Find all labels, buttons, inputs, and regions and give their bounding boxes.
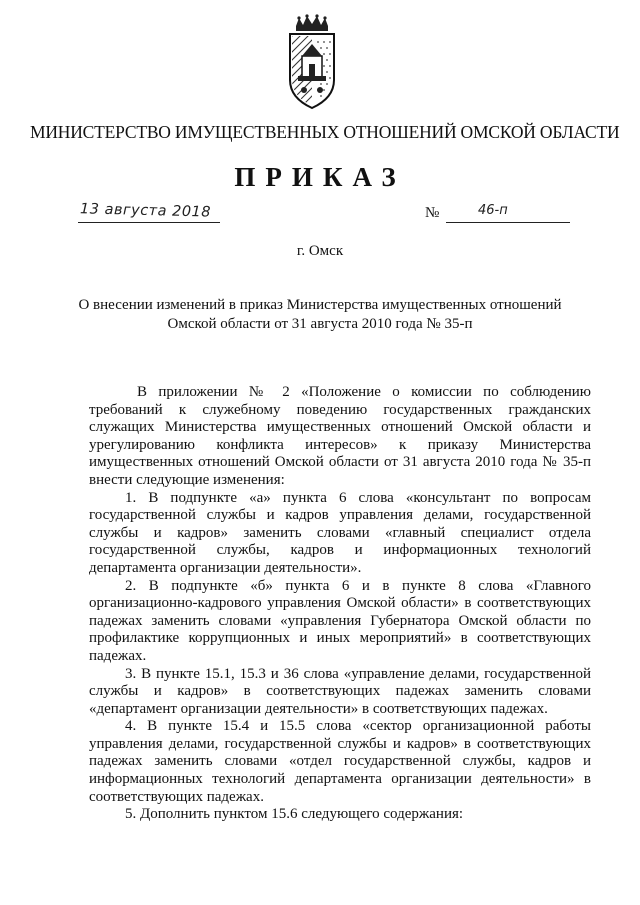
number-sign: № bbox=[425, 205, 440, 221]
paragraph-item-5: 5. Дополнить пунктом 15.6 следующего содержания: bbox=[125, 806, 464, 823]
date-underline bbox=[78, 222, 220, 223]
paragraph-item-3: 3. В пункте 15.1, 15.3 и 36 слова «управление делами, государственной службы и кадров» в соответствующих падежах заменить словами «департамент организации деятельности» в соответствующих падежах. bbox=[89, 665, 591, 717]
order-body bbox=[89, 384, 591, 824]
paragraph-item-1: 1. В подпункте «а» пункта 6 слова «консультант по вопросам государственной службы и кадров управления делами, государственной службы и кадров» заменить словами «главный специалист отдела государственной службы, кадров и информационных технологий департамента организации деятельности». bbox=[89, 489, 591, 576]
document-title: ПРИКАЗ bbox=[234, 162, 406, 192]
order-date: 13 августа 2018 bbox=[79, 201, 212, 221]
coat-of-arms-emblem bbox=[284, 14, 340, 110]
paragraph-item-4: 4. В пункте 15.4 и 15.5 слова «сектор организационной работы управления делами, государственной службы и кадров» в соответствующих падежах заменить словами «отдел государственной службы, кадров и информационных технологий департамента организации деятельности» в соответствующих падежах. bbox=[89, 718, 591, 805]
city-name: г. Омск bbox=[296, 243, 344, 259]
order-subject bbox=[60, 296, 580, 334]
order-number: 46-п bbox=[478, 203, 508, 218]
paragraph-item-2: 2. В подпункте «б» пункта 6 и в пункте 8 слова «Главного организационно-кадрового управления Омской области» в соответствующих падежах заменить словами «управления Губернатора Омской области по профилактике коррупционных и иных мероприятий» в соответствующих падежах. bbox=[89, 577, 591, 664]
ministry-name: МИНИСТЕРСТВО ИМУЩЕСТВЕННЫХ ОТНОШЕНИЙ ОМСКОЙ ОБЛАСТИ bbox=[30, 122, 620, 142]
number-underline bbox=[446, 222, 570, 223]
subject-line-2: Омской области от 31 августа 2010 года № 35-п bbox=[167, 316, 473, 332]
paragraph-intro: В приложении № 2 «Положение о комиссии по соблюдению требований к служебному поведению государственных гражданских служащих Министерства имущественных отношений Омской области и урегулированию конфликта интересов» к приказу Министерства имущественных отношений Омской области от 31 августа 2010 года № 35-п внести следующие изменения: bbox=[89, 384, 591, 488]
subject-line-1: О внесении изменений в приказ Министерства имущественных отношений bbox=[78, 297, 562, 313]
